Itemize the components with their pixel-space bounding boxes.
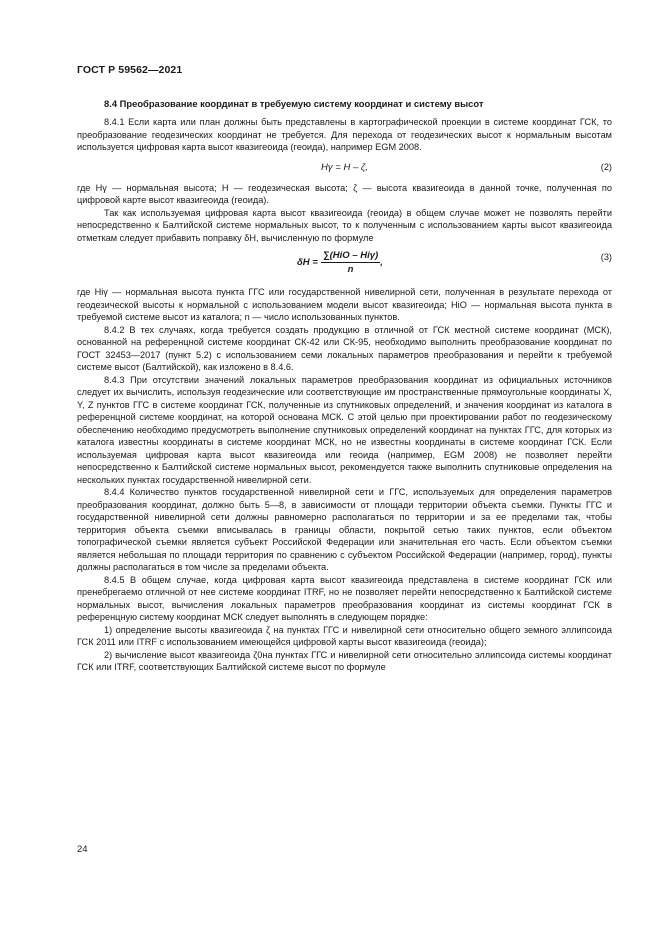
document-id-header: ГОСТ Р 59562—2021 [77,64,183,76]
section-title: 8.4 Преобразование координат в требуемую систему координат и систему высот [104,98,484,109]
paragraph-8-4-4: 8.4.4 Количество пунктов государственной нивелирной сети и ГГС, используемых для определения параметров преобразования координат, должно быть 5—8, в зависимости от площади территории объекта съемки. Пункты ГГС и государственной нивелирной сети должны равномерно располагаться по территории и за ее пределами так, чтобы территория объекта съемки вписывалась в границы области, покрытой сетью таких пунктов, если объектом топографической съемки является субъект Российской Федерации или значительная его часть. Если объектом съемки является небольшая по площади территория по сравнению с субъектом Российской Федерации (например, город), пункты должны располагаться в том числе за пределами объекта. [77,487,612,572]
paragraph-where-3: где Hiγ — нормальная высота пункта ГГС или государственной нивелирной сети, полученная в результате перехода от геодезической высоты к нормальной с использованием модели высот квазигеоида; HiO — нормальная высота пункта в требуемой системе высот из каталога; n — число использованных пунктов. [77,287,612,322]
paragraph-quasigeoid-correction: Так как используемая цифровая карта высот квазигеоида (геоида) в общем случае может не позволять перейти непосредственно к Балтийской системе нормальных высот, то к полученным с использованием карты высот квазигеоида отметкам следует прибавить поправку δH, вычисленную по формуле [77,207,612,243]
document-body [77,116,612,674]
formula-2: Hγ = H – ζ, [321,161,368,173]
list-item-1: 1) определение высоты квазигеоида ζ на пунктах ГГС и нивелирной сети относительно общего земного эллипсоида ГСК 2011 или ITRF с использованием имеющейся цифровой карты высот квазигеоида (геоида); [77,624,612,647]
formula-3-lhs: δH = [297,257,318,268]
formula-3 [297,250,383,275]
formula-3-number: (3) [600,252,612,262]
formula-2-number: (2) [600,161,612,172]
paragraph-where-2: где Hγ — нормальная высота; H — геодезическая высота; ζ — высота квазигеоида в данной точке, полученная по цифровой карте высот квазигеоида (геоида). [77,182,612,205]
formula-3-numerator: ∑(HiO – Hiγ) [322,250,379,261]
formula-3-fraction [321,250,380,275]
formula-3-denominator: n [347,264,354,275]
paragraph-8-4-3: 8.4.3 При отсутствии значений локальных параметров преобразования координат из официальных источников следует их вычислить, используя геодезические или соответствующие им пространственные прямоугольные координаты X, Y, Z пунктов ГГС в системе координат ГСК, полученные из спутниковых определений, и значения координат из каталога в референцной системе координат, на которой основана МСК. С этой целью при проектировании работ по геодезическому обеспечению необходимо предусмотреть выполнение спутниковых определений координат на пунктах ГГС, для которых из каталога известны координаты в системе координат МСК, но не известны координаты в системе координат ГСК. Если используемая цифровая карта высот квазигеоида или геоида (например, EGM 2008) не позволяет перейти непосредственно к Балтийской системе нормальных высот, рекомендуется также выполнить спутниковые определения на нескольких пунктах государственной нивелирной сети. [77,374,612,485]
paragraph-8-4-5: 8.4.5 В общем случае, когда цифровая карта высот квазигеоида представлена в системе координат ГСК или пренебрегаемо отличной от нее системе координат ITRF, но не позволяет перейти непосредственно к Балтийской системе нормальных высот, вычисления локальных параметров преобразования координат из системы координат ГСК в референцную систему координат МСК следует выполнять в следующем порядке: [77,574,612,622]
formula-2-row [77,154,612,182]
paragraph-8-4-2: 8.4.2 В тех случаях, когда требуется создать продукцию в отличной от ГСК местной системе координат (МСК), основанной на референцной системе координат СК-42 или СК-95, необходимо выполнить преобразование координат по ГОСТ 32453—2017 (пункт 5.2) с использованием семи локальных параметров преобразования и перейти к требуемой системе высот (Балтийской), как изложено в 8.4.6. [77,324,612,372]
page-number: 24 [77,844,88,855]
paragraph-8-4-1: 8.4.1 Если карта или план должны быть представлены в картографической проекции в системе координат ГСК, то преобразование геодезических координат не требуется. Для перехода от геодезических высот к нормальным высотам используется цифровая карта высот квазигеоида (геоида), например EGM 2008. [77,117,612,152]
formula-3-row [77,244,612,286]
formula-3-tail: , [380,257,383,268]
list-item-2: 2) вычисление высот квазигеоида ζ0на пунктах ГГС и нивелирной сети относительно эллипсоида системы координат ГСК или ITRF, соответствующих Балтийской системе высот по формуле [77,649,612,672]
